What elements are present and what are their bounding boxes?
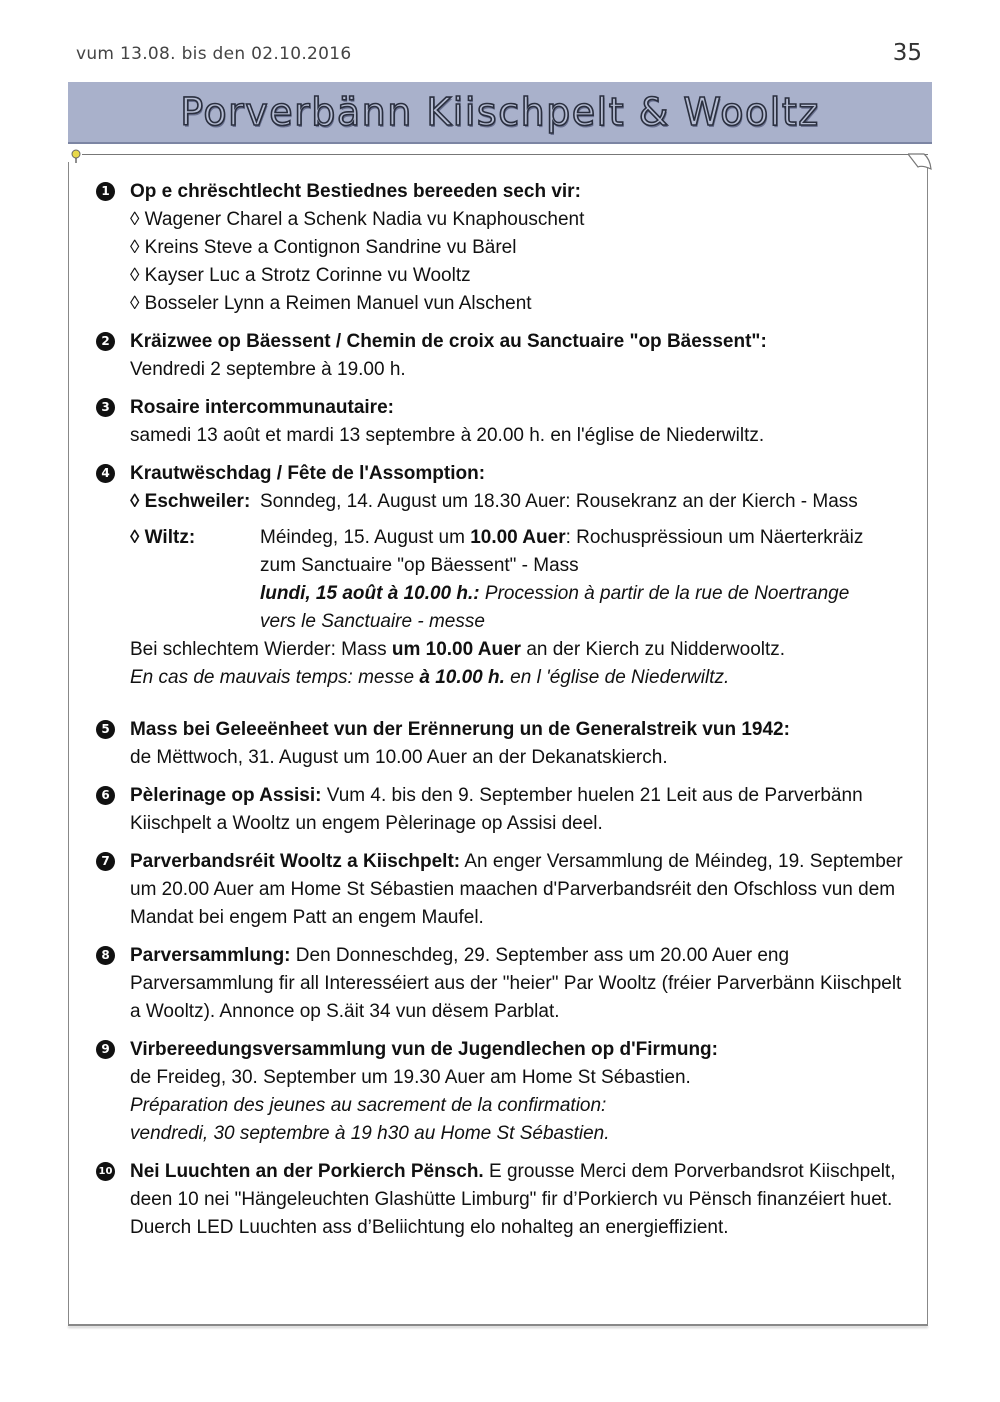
item-title: Rosaire intercommunautaire: [130, 397, 394, 418]
list-item [96, 394, 926, 450]
page-curl-icon [908, 153, 932, 171]
item-title: Pèlerinage op Assisi: [130, 785, 322, 806]
item-line: ◊ Kreins Steve a Contignon Sandrine vu Bärel [130, 237, 517, 258]
item-title: Krautwëschdag / Fête de l'Assomption: [130, 463, 486, 484]
item-number: 4 [96, 464, 115, 483]
header-date-range: vum 13.08. bis den 02.10.2016 [76, 44, 352, 64]
wiltz-label: ◊ Wiltz: [130, 527, 196, 548]
item-line: um 20.00 Auer am Home St Sébastien maachen d'Parverbandsréit den Ofschloss vun dem [130, 879, 896, 900]
title-banner [68, 82, 932, 144]
item-line: ◊ Wagener Charel a Schenk Nadia vu Knaphouschent [130, 209, 585, 230]
eschweiler-line [130, 488, 926, 516]
wiltz-french-date: lundi, 15 août à 10.00 h.: [260, 583, 480, 604]
item-line-french: Préparation des jeunes au sacrement de la confirmation: [130, 1095, 607, 1116]
bad-weather-french-rest: en l 'église de Niederwiltz. [504, 667, 730, 688]
item-line-french: vendredi, 30 septembre à 19 h30 au Home St Sébastien. [130, 1123, 610, 1144]
item-line: ◊ Bosseler Lynn a Reimen Manuel vun Alschent [130, 293, 532, 314]
wiltz-text-rest: : Rochusprëssioun um Näerterkräiz [565, 527, 864, 548]
item-line: ◊ Kayser Luc a Strotz Corinne vu Wooltz [130, 265, 471, 286]
item-number: 2 [96, 332, 115, 351]
item-number: 7 [96, 852, 115, 871]
page-title: Porverbänn Kiischpelt & Wooltz [180, 90, 820, 134]
bad-weather-text-rest: an der Kierch zu Nidderwooltz. [521, 639, 786, 660]
bad-weather-french-line [130, 664, 926, 692]
item-number: 1 [96, 182, 115, 201]
list-item [96, 460, 926, 692]
list-item [96, 178, 926, 318]
item-number: 5 [96, 720, 115, 739]
item-title: Virbereedungsversammlung vun de Jugendlechen op d'Firmung: [130, 1039, 718, 1060]
wiltz-line [130, 524, 926, 552]
list-item [96, 782, 926, 838]
item-number: 8 [96, 946, 115, 965]
item-line: samedi 13 août et mardi 13 septembre à 20.00 h. en l'église de Niederwiltz. [130, 425, 765, 446]
page-number: 35 [892, 40, 922, 66]
pin-icon [68, 148, 84, 164]
wiltz-text: Méindeg, 15. August um [260, 527, 471, 548]
item-number: 3 [96, 398, 115, 417]
list-item [96, 848, 926, 932]
bad-weather-french-text: En cas de mauvais temps: messe [130, 667, 420, 688]
list-item [96, 942, 926, 1026]
item-line: de Freideg, 30. September um 19.30 Auer am Home St Sébastien. [130, 1067, 691, 1088]
item-title: Parversammlung: [130, 945, 291, 966]
eschweiler-text: Sonndeg, 14. August um 18.30 Auer: Rousekranz an der Kierch - Mass [260, 491, 858, 512]
eschweiler-label: ◊ Eschweiler: [130, 491, 251, 512]
wiltz-french-text: Procession à partir de la rue de Noertrange [479, 583, 850, 604]
list-item [96, 328, 926, 384]
item-title: Nei Luuchten an der Porkierch Pënsch. [130, 1161, 484, 1182]
item-number: 10 [96, 1162, 115, 1181]
list-item [96, 1036, 926, 1148]
bad-weather-french-time: à 10.00 h. [419, 667, 505, 688]
wiltz-time: 10.00 Auer [470, 527, 566, 548]
bad-weather-time: um 10.00 Auer [391, 639, 522, 660]
item-line: Mandat bei engem Patt an engem Maufel. [130, 907, 484, 928]
item-line: Vendredi 2 septembre à 19.00 h. [130, 359, 406, 380]
item-line: a Wooltz). Annonce op S.äit 34 vun dësem Parblat. [130, 1001, 560, 1022]
item-number: 9 [96, 1040, 115, 1059]
wiltz-french-line [130, 580, 926, 608]
wiltz-french-line-2: vers le Sanctuaire - messe [260, 611, 485, 632]
item-line: Kiischpelt a Wooltz un engem Pèlerinage op Assisi deel. [130, 813, 603, 834]
item-title-rest: Den Donneschdeg, 29. September ass um 20.00 Auer eng [290, 945, 790, 966]
item-title: Op e chrëschtlecht Bestiednes bereeden sech vir: [130, 181, 581, 202]
item-title-rest: E grousse Merci dem Porverbandsrot Kiischpelt, [483, 1161, 896, 1182]
bad-weather-line [130, 636, 926, 664]
item-title-rest: Vum 4. bis den 9. September huelen 21 Leit aus de Parverbänn [321, 785, 863, 806]
wiltz-line-2: zum Sanctuaire "op Bäessent" - Mass [260, 555, 579, 576]
item-line: deen 10 nei "Hängeleuchten Glashütte Limburg" fir d’Porkierch vu Pënsch finanzéiert huet. [130, 1189, 893, 1210]
item-title-rest: An enger Versammlung de Méindeg, 19. September [460, 851, 903, 872]
bad-weather-text: Bei schlechtem Wierder: Mass [130, 639, 392, 660]
list-item [96, 716, 926, 772]
item-line: Parversammlung fir all Interesséiert aus der "heier" Par Wooltz (fréier Parverbänn Kiischpelt [130, 973, 902, 994]
item-number: 6 [96, 786, 115, 805]
item-line: de Mëttwoch, 31. August um 10.00 Auer an der Dekanatskierch. [130, 747, 668, 768]
announcements [96, 178, 926, 1252]
item-title: Mass bei Geleeënheet vun der Erënnerung un de Generalstreik vun 1942: [130, 719, 790, 740]
list-item [96, 1158, 926, 1242]
item-title: Kräizwee op Bäessent / Chemin de croix au Sanctuaire "op Bäessent": [130, 331, 767, 352]
item-title: Parverbandsréit Wooltz a Kiischpelt: [130, 851, 461, 872]
item-line: Duerch LED Luuchten ass d’Beliichtung elo nohalteg an energieffizient. [130, 1217, 729, 1238]
